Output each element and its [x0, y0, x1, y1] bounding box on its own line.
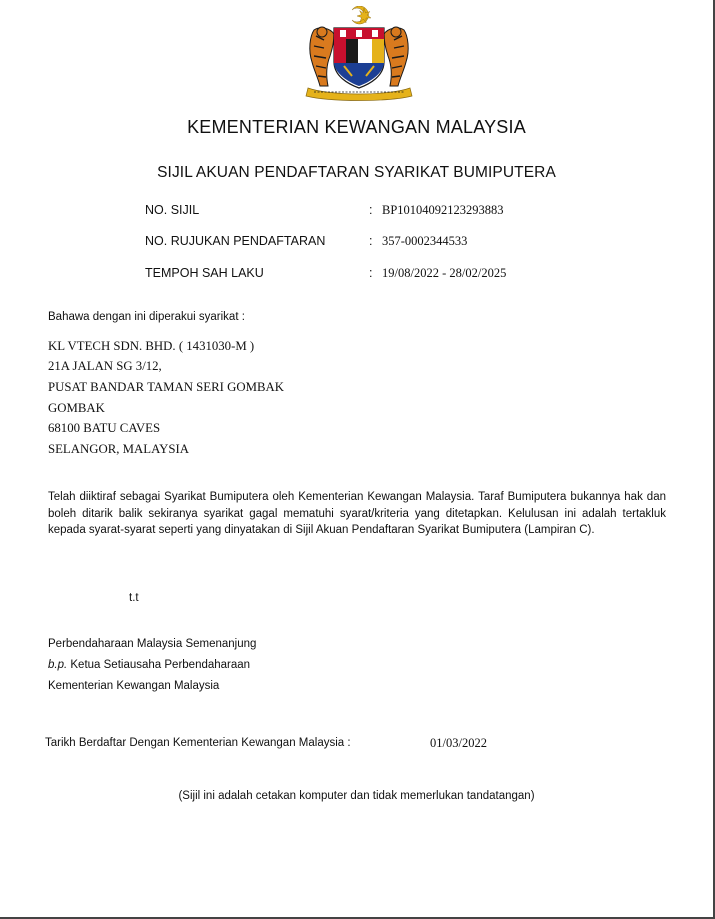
- no-sijil-value: BP10104092123293883: [382, 203, 504, 217]
- body-paragraph: Telah diiktiraf sebagai Syarikat Bumiputera oleh Kementerian Kewangan Malaysia. Taraf Bumiputera bukannya hak dan boleh ditarik balik sekiranya syarikat gagal mematuhi syarat/kriteria yang ditetapkan. Kelulusan ini adalah tertakluk kepada syarat-syarat seperti yang dinyatakan di Sijil Akuan Pendaftaran Syarikat Bumiputera (Lampiran C).: [48, 491, 666, 536]
- address-line: GOMBAK: [48, 401, 105, 415]
- tempoh-colon: :: [369, 266, 373, 280]
- ministry-heading: KEMENTERIAN KEWANGAN MALAYSIA: [187, 117, 526, 137]
- certificate-title: SIJIL AKUAN PENDAFTARAN SYARIKAT BUMIPUTERA: [157, 164, 556, 181]
- address-line: PUSAT BANDAR TAMAN SERI GOMBAK: [48, 380, 284, 394]
- computer-print-note: (Sijil ini adalah cetakan komputer dan tidak memerlukan tandatangan): [178, 790, 535, 802]
- no-rujukan-label: NO. RUJUKAN PENDAFTARAN: [145, 234, 326, 248]
- tempoh-label: TEMPOH SAH LAKU: [145, 266, 264, 280]
- tempoh-separator: -: [442, 266, 447, 280]
- no-rujukan-value: 357-0002344533: [382, 234, 468, 248]
- tempoh-value: [382, 266, 506, 281]
- registration-date: 01/03/2022: [430, 736, 487, 750]
- tt-mark: t.t: [129, 592, 139, 604]
- tempoh-from: 19/08/2022: [382, 266, 439, 280]
- registration-label: Tarikh Berdaftar Dengan Kementerian Kewangan Malaysia :: [45, 737, 351, 749]
- signature-line-1: Perbendaharaan Malaysia Semenanjung: [48, 638, 257, 650]
- no-sijil-label: NO. SIJIL: [145, 203, 200, 217]
- address-line: 21A JALAN SG 3/12,: [48, 359, 162, 373]
- signature-line-3: Kementerian Kewangan Malaysia: [48, 680, 220, 692]
- no-rujukan-colon: :: [369, 234, 373, 248]
- company-name: KL VTECH SDN. BHD. ( 1431030-M ): [48, 339, 255, 353]
- malaysia-coat-of-arms-icon: [300, 6, 418, 102]
- signature-line-2-text: Ketua Setiausaha Perbendaharaan: [70, 659, 251, 671]
- signature-line-2: [48, 659, 250, 671]
- no-sijil-colon: :: [369, 203, 373, 217]
- tempoh-to: 28/02/2025: [449, 266, 507, 280]
- intro-text: Bahawa dengan ini diperakui syarikat :: [48, 311, 245, 323]
- bp-prefix: b.p.: [48, 659, 68, 671]
- address-line: SELANGOR, MALAYSIA: [48, 442, 190, 456]
- address-line: 68100 BATU CAVES: [48, 421, 161, 435]
